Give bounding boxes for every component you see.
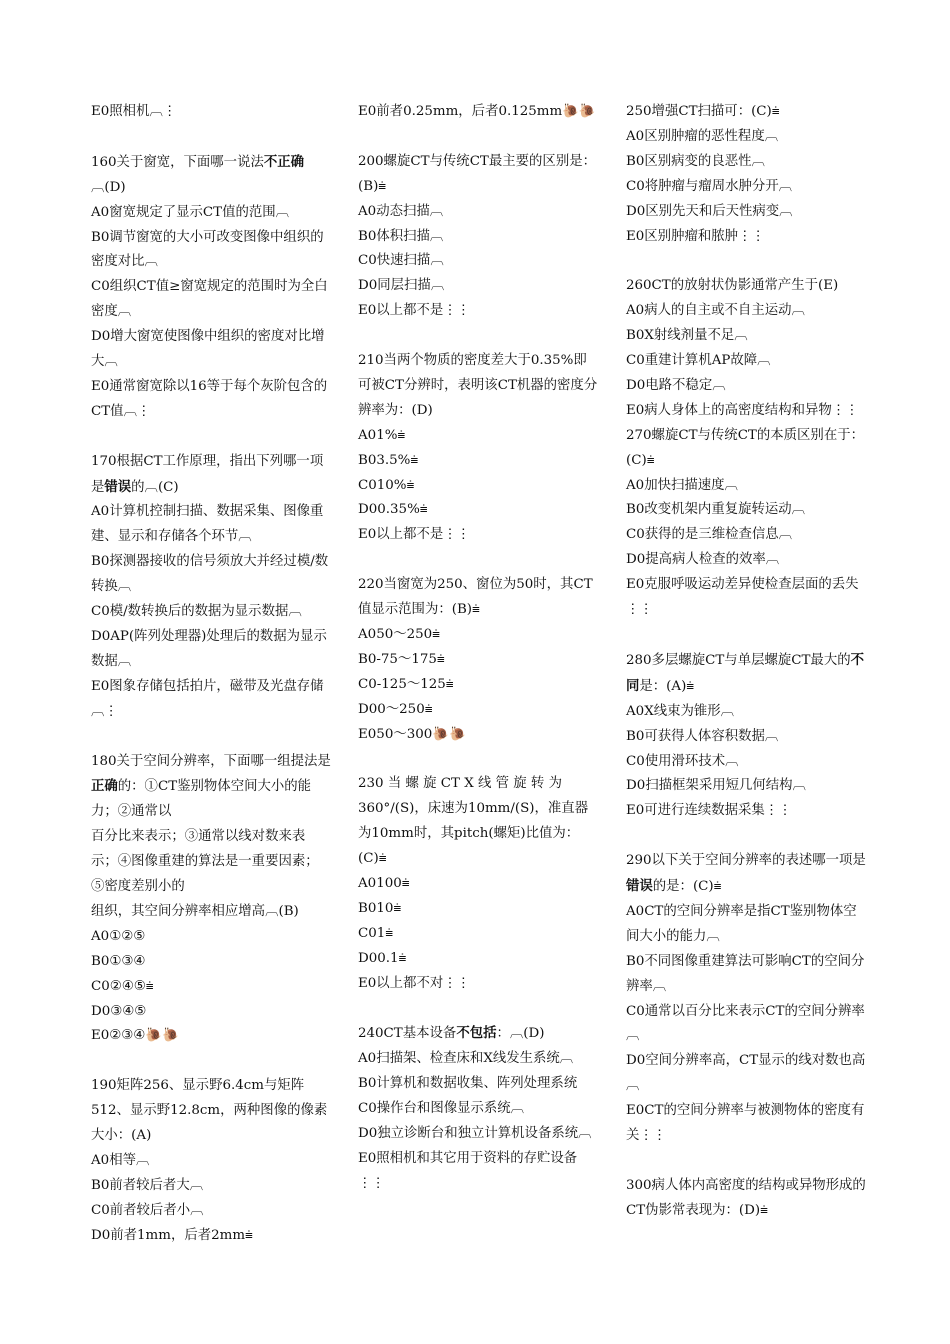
text-line: B0不同图像重建算法可影响CT的空间分辨率︹ [626,953,865,994]
text-line: E0可进行连续数据采集⋮⋮ [626,803,792,819]
text-line: E0前者0.25mm，后者0.125mm🐌🐌 [358,104,596,119]
text-line: E0图象存储包括拍片，磁带及光盘存储︹⋮ [91,678,324,719]
paragraph-gap [358,748,598,773]
text-line: E0以上都不是⋮⋮ [358,303,471,319]
text-line: C0组织CT值≥窗宽规定的范围时为全白密度︹ [91,279,328,320]
text-line: A0病人的自主或不自主运动︹ [626,303,805,319]
text-line: C0模/数转换后的数据为显示数据︹ [91,604,302,620]
paragraph-gap [626,824,866,849]
paragraph-gap [358,997,598,1022]
text-line: B0①③④ [91,953,146,969]
text-line: B0计算机和数据收集、阵列处理系统 [358,1076,578,1092]
text-line: D0AP(阵列处理器)处理后的数据为显示数据︹ [91,629,327,669]
text-line: A0①②⑤ [91,928,146,944]
paragraph-gap [91,1049,331,1074]
text-line: A0CT的空间分辨率是指CT鉴别物体空间大小的能力︹ [626,903,857,944]
text-line: C0重建计算机AP故障︹ [626,353,771,369]
text-line: C0前者较后者小︹ [91,1202,204,1218]
text-line: A0窗宽规定了显示CT值的范围︹ [91,204,290,220]
text-line: A0计算机控制扫描、数据采集、图像重建、显示和存储各个环节︹ [91,504,324,545]
text-line: A0100⩧ [358,876,410,892]
text-line: C010%⩧ [358,477,415,493]
text-line: 200螺旋CT与传统CT最主要的区别是：(B)⩧ [358,153,596,194]
text-line: D0区别先天和后天性病变︹ [626,203,793,219]
text-line: 250增强CT扫描可：(C)⩧ [626,104,780,119]
text-line: 220当窗宽为250、窗位为50时，其CT值显示范围为：(B)⩧ [358,577,593,618]
text-line: 230 当 螺 旋 CT X 线 管 旋 转 为360°/(S)，床速为10mm/(S)，准直器为10mm时，其pitch(螺矩)比值为：(C)⩧ [358,776,589,867]
text-line: A0X线束为锥形︹ [626,703,735,719]
paragraph-gap [626,249,866,274]
text-line: B0前者较后者大︹ [91,1177,204,1193]
text-line: C0获得的是三维检查信息︹ [626,527,793,543]
text-line: C0操作台和图像显示系统︹ [358,1101,525,1117]
text-line: B03.5%⩧ [358,452,419,468]
text-line: D0前者1mm，后者2mm⩧ [91,1227,253,1243]
emphasis-text: 不同 [626,651,864,694]
text-line: E0以上都不对⋮⋮ [358,975,471,991]
text-line: 百分比来表示；③通常以线对数来表示；④图像重建的算法是一重要因素；⑤密度差别小的 [91,829,319,895]
text-line: E0照相机和其它用于资料的存贮设备⋮⋮ [358,1150,578,1191]
text-line: E0通常窗宽除以16等于每个灰阶包含的CT值︹⋮ [91,378,328,419]
text-line: C0通常以百分比来表示CT的空间分辨率︹ [626,1003,865,1044]
text-line: D0空间分辨率高，CT显示的线对数也高︹ [626,1053,866,1094]
text-line: D0独立诊断台和独立计算机设备系统︹ [358,1126,592,1142]
text-line: A0区别肿瘤的恶性程度︹ [626,128,779,144]
text-line: E0区别肿瘤和脓肿⋮⋮ [626,228,765,244]
text-line: 180关于空间分辨率，下面哪一组提法是正确的：①CT鉴别物体空间大小的能力；②通常以 [91,753,331,820]
paragraph-gap [358,324,598,349]
column-middle [358,100,598,1197]
text-line: D00.1⩧ [358,950,407,966]
paragraph-gap [626,623,866,648]
text-line: A0扫描架、检查床和X线发生系统︹ [358,1051,574,1067]
text-line: D00～250⩧ [358,701,433,717]
paragraph-gap [91,125,331,150]
text-line: C0-125～125⩧ [358,676,454,692]
text-line: D0扫描框架采用短几何结构︹ [626,778,806,794]
text-line: E0CT的空间分辨率与被测物体的密度有关⋮⋮ [626,1103,865,1144]
text-line: B0调节窗宽的大小可改变图像中组织的密度对比︹ [91,229,324,270]
text-line: B010⩧ [358,900,402,916]
text-line: E0②③④🐌🐌 [91,1028,179,1044]
text-line: B0体积扫描︹ [358,228,444,244]
text-line: A0相等︹ [91,1153,150,1168]
text-line: C0将肿瘤与瘤周水肿分开︹ [626,178,793,194]
text-line: 300病人体内高密度的结构或异物形成的CT伪影常表现为：(D)⩧ [626,1177,866,1218]
text-line: E0以上都不是⋮⋮ [358,527,471,543]
text-line: B0可获得人体容积数据︹ [626,728,779,744]
text-line: 260CT的放射状伪影通常产生于(E) [626,278,839,294]
text-line: C0快速扫描︹ [358,253,444,269]
emphasis-text: 不包括 [456,1025,497,1042]
text-line: B0探测器接收的信号须放大并经过模/数转换︹ [91,554,329,595]
emphasis-text: 不正确 [263,153,305,170]
text-line: D0增大窗宽使图像中组织的密度对比增大︹ [91,329,325,370]
text-line: C0②④⑤⩧ [91,978,154,994]
column-left [91,100,331,1249]
text-line: C01⩧ [358,925,394,941]
paragraph-gap [91,725,331,750]
text-line: E0病人身体上的高密度结构和异物⋮⋮ [626,402,859,418]
text-line: D0③④⑤ [91,1003,147,1019]
text-line: 170根据CT工作原理，指出下列哪一项是错误的︹(C) [91,453,324,495]
paragraph-gap [626,1149,866,1174]
emphasis-text: 错误 [626,878,653,895]
text-line: B0X射线剂量不足︹ [626,328,748,344]
text-line: 280多层螺旋CT与单层螺旋CT最大的不同是：(A)⩧ [626,651,864,694]
text-line: B0区别病变的良恶性︹ [626,153,765,169]
text-line: A050～250⩧ [358,626,440,642]
text-line: A0动态扫描︹ [358,203,444,219]
text-line: 210当两个物质的密度差大于0.35%即可被CT分辨时，表明该CT机器的密度分辨率为：(D) [358,353,598,418]
text-line: C0使用滑环技术︹ [626,753,739,769]
text-line: 组织，其空间分辨率相应增高︹(B) [91,903,299,919]
text-line: 190矩阵256、显示野6.4cm与矩阵512、显示野12.8cm，两种图像的像素大小：(A) [91,1078,328,1144]
paragraph-gap [358,125,598,150]
emphasis-text: 错误 [104,478,132,495]
text-line: D0提高病人检查的效率︹ [626,552,780,568]
text-line: 160关于窗宽，下面哪一说法不正确︹(D) [91,153,305,195]
text-line: E0照相机︹⋮ [91,104,177,119]
text-line: D0同层扫描︹ [358,278,445,294]
text-line: E050～300🐌🐌 [358,726,466,742]
paragraph-gap [358,548,598,573]
text-line: A01%⩧ [358,427,406,443]
emphasis-text: 正确 [91,778,118,795]
text-line: 240CT基本设备不包括：︹(D) [358,1025,545,1042]
text-line: E0克服呼吸运动差异使检查层面的丢失⋮⋮ [626,577,859,618]
text-line: D00.35%⩧ [358,502,428,518]
text-line: D0电路不稳定︹ [626,377,726,393]
column-right [626,100,866,1224]
text-line: 290以下关于空间分辨率的表述哪一项是错误的是：(C)⩧ [626,853,866,895]
text-line: A0加快扫描速度︹ [626,477,738,493]
text-line: B0改变机架内重复旋转运动︹ [626,502,806,518]
text-line: 270螺旋CT与传统CT的本质区别在于：(C)⩧ [626,427,864,468]
paragraph-gap [91,425,331,450]
text-line: B0-75～175⩧ [358,651,445,667]
